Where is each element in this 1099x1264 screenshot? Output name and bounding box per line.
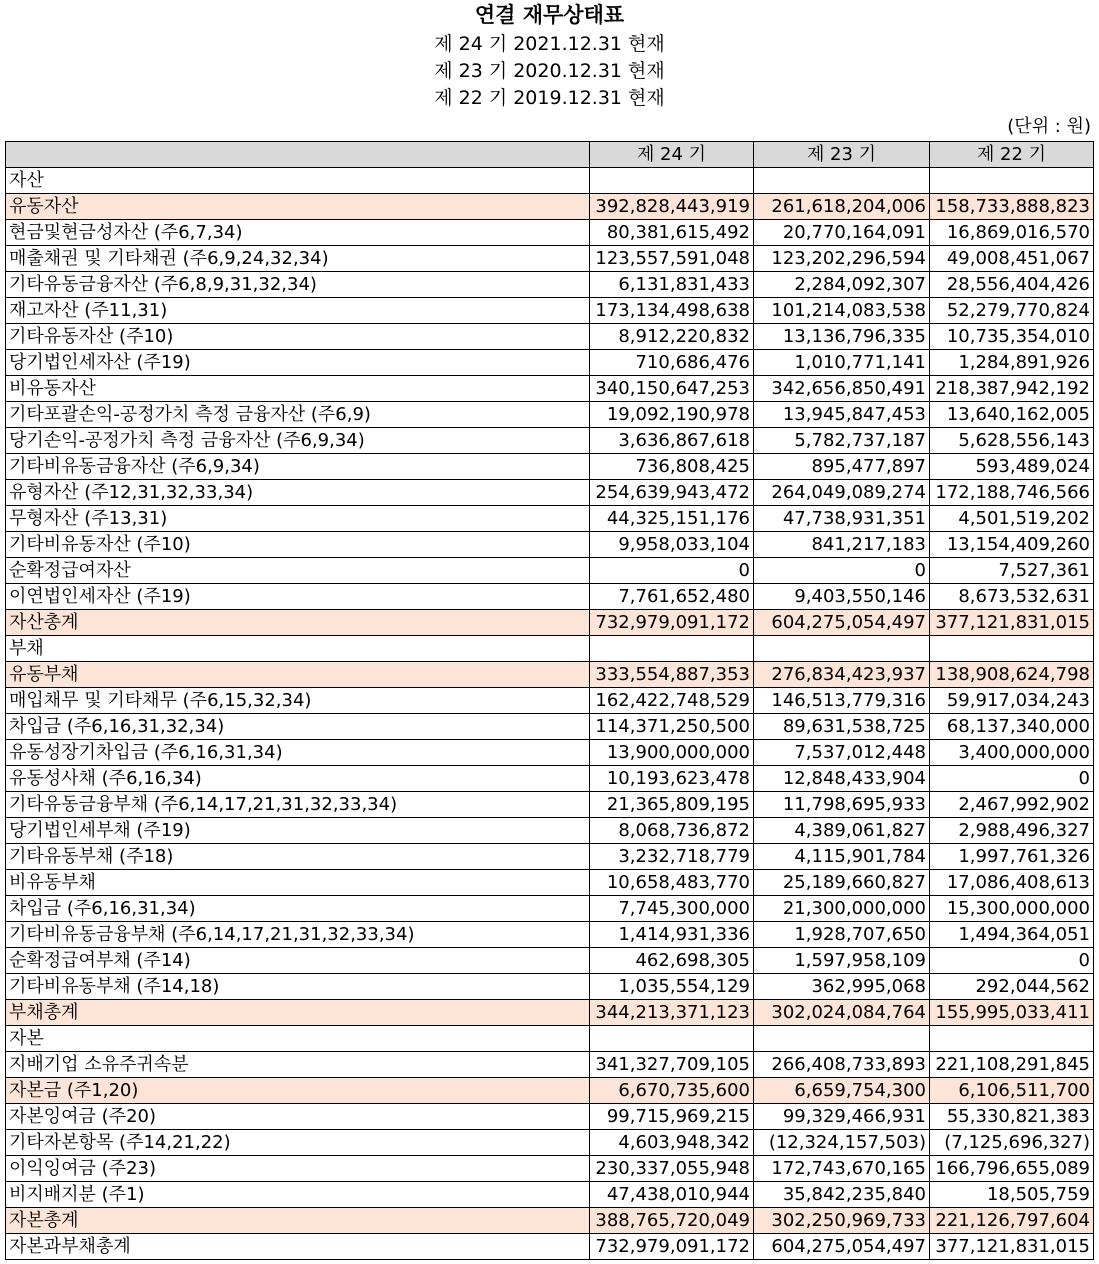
table-row [6,1078,1094,1104]
value-period-22: 15,300,000,000 [930,896,1094,922]
table-row [6,1104,1094,1130]
value-period-24 [590,636,754,662]
row-label: 기타비유동금융부채 (주6,14,17,21,31,32,33,34) [6,922,590,948]
value-period-23: 302,024,084,764 [754,1000,930,1026]
value-period-22: 59,917,034,243 [930,688,1094,714]
row-label: 자산 [6,168,590,194]
row-label: 차입금 (주6,16,31,34) [6,896,590,922]
value-period-22: 1,997,761,326 [930,844,1094,870]
value-period-22: 10,735,354,010 [930,324,1094,350]
table-row [6,324,1094,350]
value-period-23: 342,656,850,491 [754,376,930,402]
row-label: 비지배지분 (주1) [6,1182,590,1208]
value-period-23: 4,389,061,827 [754,818,930,844]
value-period-22 [930,636,1094,662]
table-row [6,1156,1094,1182]
table-row [6,688,1094,714]
value-period-23: 12,848,433,904 [754,766,930,792]
row-label: 기타유동자산 (주10) [6,324,590,350]
value-period-22: 16,869,016,570 [930,220,1094,246]
row-label: 부채 [6,636,590,662]
table-row [6,1208,1094,1234]
table-row [6,1026,1094,1052]
row-label: 현금및현금성자산 (주6,7,34) [6,220,590,246]
value-period-22: 6,106,511,700 [930,1078,1094,1104]
value-period-23: 264,049,089,274 [754,480,930,506]
table-row [6,818,1094,844]
value-period-24: 341,327,709,105 [590,1052,754,1078]
table-row [6,402,1094,428]
value-period-24: 736,808,425 [590,454,754,480]
value-period-22 [930,168,1094,194]
value-period-24: 732,979,091,172 [590,1234,754,1260]
row-label: 자산총계 [6,610,590,636]
row-label: 유동자산 [6,194,590,220]
value-period-22: 49,008,451,067 [930,246,1094,272]
value-period-23: 2,284,092,307 [754,272,930,298]
header-period-22: 제 22 기 [930,142,1094,168]
value-period-23: 1,928,707,650 [754,922,930,948]
row-label: 순확정급여부채 (주14) [6,948,590,974]
value-period-24: 8,912,220,832 [590,324,754,350]
table-row [6,584,1094,610]
table-row [6,636,1094,662]
table-row [6,428,1094,454]
value-period-23: 266,408,733,893 [754,1052,930,1078]
header-account [6,142,590,168]
value-period-22: 13,154,409,260 [930,532,1094,558]
value-period-22: 377,121,831,015 [930,1234,1094,1260]
value-period-22: 4,501,519,202 [930,506,1094,532]
row-label: 유동부채 [6,662,590,688]
row-label: 유형자산 (주12,31,32,33,34) [6,480,590,506]
value-period-23: 25,189,660,827 [754,870,930,896]
value-period-24: 3,636,867,618 [590,428,754,454]
value-period-22: 138,908,624,798 [930,662,1094,688]
row-label: 기타비유동금융자산 (주6,9,34) [6,454,590,480]
table-body [6,168,1094,1260]
table-row [6,272,1094,298]
value-period-24: 4,603,948,342 [590,1130,754,1156]
row-label: 자본총계 [6,1208,590,1234]
header-period-24: 제 24 기 [590,142,754,168]
value-period-22: 172,188,746,566 [930,480,1094,506]
table-row [6,792,1094,818]
table-row [6,870,1094,896]
value-period-24: 7,761,652,480 [590,584,754,610]
table-row [6,298,1094,324]
row-label: 자본 [6,1026,590,1052]
value-period-23: 123,202,296,594 [754,246,930,272]
row-label: 비유동자산 [6,376,590,402]
value-period-23: 6,659,754,300 [754,1078,930,1104]
row-label: 매입채무 및 기타채무 (주6,15,32,34) [6,688,590,714]
value-period-24: 392,828,443,919 [590,194,754,220]
value-period-23: 20,770,164,091 [754,220,930,246]
row-label: 기타유동금융자산 (주6,8,9,31,32,34) [6,272,590,298]
table-row [6,896,1094,922]
table-row [6,714,1094,740]
value-period-24: 462,698,305 [590,948,754,974]
value-period-24: 6,670,735,600 [590,1078,754,1104]
value-period-23: 7,537,012,448 [754,740,930,766]
value-period-23: 895,477,897 [754,454,930,480]
value-period-23: 604,275,054,497 [754,610,930,636]
table-row [6,350,1094,376]
row-label: 차입금 (주6,16,31,32,34) [6,714,590,740]
table-row [6,610,1094,636]
value-period-22: 155,995,033,411 [930,1000,1094,1026]
value-period-23: 9,403,550,146 [754,584,930,610]
row-label: 이연법인세자산 (주19) [6,584,590,610]
value-period-22: 55,330,821,383 [930,1104,1094,1130]
value-period-22: 68,137,340,000 [930,714,1094,740]
value-period-23 [754,1026,930,1052]
value-period-23: 172,743,670,165 [754,1156,930,1182]
value-period-24: 3,232,718,779 [590,844,754,870]
table-row [6,506,1094,532]
table-row [6,376,1094,402]
value-period-23: 1,597,958,109 [754,948,930,974]
value-period-22: 158,733,888,823 [930,194,1094,220]
row-label: 무형자산 (주13,31) [6,506,590,532]
value-period-23: 35,842,235,840 [754,1182,930,1208]
value-period-24: 7,745,300,000 [590,896,754,922]
table-row [6,1182,1094,1208]
value-period-23: 4,115,901,784 [754,844,930,870]
value-period-22: 221,108,291,845 [930,1052,1094,1078]
value-period-22: 377,121,831,015 [930,610,1094,636]
row-label: 기타포괄손익-공정가치 측정 금융자산 (주6,9) [6,402,590,428]
value-period-22: 18,505,759 [930,1182,1094,1208]
value-period-24: 1,414,931,336 [590,922,754,948]
value-period-22: 221,126,797,604 [930,1208,1094,1234]
value-period-23: 101,214,083,538 [754,298,930,324]
row-label: 재고자산 (주11,31) [6,298,590,324]
balance-sheet-table [5,141,1094,1260]
table-row [6,922,1094,948]
value-period-22: 3,400,000,000 [930,740,1094,766]
value-period-23: 841,217,183 [754,532,930,558]
value-period-22: 166,796,655,089 [930,1156,1094,1182]
value-period-22: 28,556,404,426 [930,272,1094,298]
value-period-23: 0 [754,558,930,584]
row-label: 기타유동부채 (주18) [6,844,590,870]
table-row [6,662,1094,688]
value-period-23: 302,250,969,733 [754,1208,930,1234]
value-period-22: 593,489,024 [930,454,1094,480]
table-row [6,194,1094,220]
value-period-23 [754,636,930,662]
value-period-23: 604,275,054,497 [754,1234,930,1260]
value-period-24: 47,438,010,944 [590,1182,754,1208]
value-period-22 [930,1026,1094,1052]
row-label: 유동성사채 (주6,16,34) [6,766,590,792]
value-period-23: 13,945,847,453 [754,402,930,428]
row-label: 지배기업 소유주귀속분 [6,1052,590,1078]
value-period-23: 47,738,931,351 [754,506,930,532]
row-label: 당기손익-공정가치 측정 금융자산 (주6,9,34) [6,428,590,454]
value-period-24: 230,337,055,948 [590,1156,754,1182]
table-row [6,844,1094,870]
row-label: 당기법인세자산 (주19) [6,350,590,376]
value-period-24: 44,325,151,176 [590,506,754,532]
value-period-24: 9,958,033,104 [590,532,754,558]
value-period-23: 11,798,695,933 [754,792,930,818]
value-period-24 [590,1026,754,1052]
unit-label: (단위 : 원) [1007,116,1091,137]
value-period-23: 13,136,796,335 [754,324,930,350]
value-period-24: 114,371,250,500 [590,714,754,740]
value-period-22: 2,988,496,327 [930,818,1094,844]
row-label: 이익잉여금 (주23) [6,1156,590,1182]
row-label: 기타비유동자산 (주10) [6,532,590,558]
value-period-23: 5,782,737,187 [754,428,930,454]
row-label: 비유동부채 [6,870,590,896]
value-period-22: 5,628,556,143 [930,428,1094,454]
row-label: 매출채권 및 기타채권 (주6,9,24,32,34) [6,246,590,272]
value-period-23: 362,995,068 [754,974,930,1000]
table-row [6,974,1094,1000]
row-label: 자본과부채총계 [6,1234,590,1260]
table-row [6,454,1094,480]
table-row [6,246,1094,272]
row-label: 자본잉여금 (주20) [6,1104,590,1130]
period-line-24: 제 24 기 2021.12.31 현재 [434,33,665,55]
table-row [6,480,1094,506]
value-period-22: 218,387,942,192 [930,376,1094,402]
value-period-22: 8,673,532,631 [930,584,1094,610]
value-period-23: 1,010,771,141 [754,350,930,376]
value-period-24: 340,150,647,253 [590,376,754,402]
value-period-24: 21,365,809,195 [590,792,754,818]
row-label: 순확정급여자산 [6,558,590,584]
table-row [6,948,1094,974]
value-period-22: 1,284,891,926 [930,350,1094,376]
value-period-22: 0 [930,766,1094,792]
table-row [6,766,1094,792]
value-period-22: (7,125,696,327) [930,1130,1094,1156]
table-row [6,1130,1094,1156]
value-period-24: 344,213,371,123 [590,1000,754,1026]
value-period-22: 0 [930,948,1094,974]
table-row [6,1052,1094,1078]
row-label: 자본금 (주1,20) [6,1078,590,1104]
value-period-24 [590,168,754,194]
value-period-24: 333,554,887,353 [590,662,754,688]
value-period-23: 261,618,204,006 [754,194,930,220]
value-period-24: 173,134,498,638 [590,298,754,324]
table-row [6,740,1094,766]
period-line-23: 제 23 기 2020.12.31 현재 [434,60,665,82]
value-period-22: 13,640,162,005 [930,402,1094,428]
value-period-24: 732,979,091,172 [590,610,754,636]
value-period-24: 710,686,476 [590,350,754,376]
value-period-23: (12,324,157,503) [754,1130,930,1156]
value-period-22: 292,044,562 [930,974,1094,1000]
value-period-23: 99,329,466,931 [754,1104,930,1130]
row-label: 유동성장기차입금 (주6,16,31,34) [6,740,590,766]
value-period-24: 123,557,591,048 [590,246,754,272]
value-period-24: 80,381,615,492 [590,220,754,246]
value-period-24: 10,658,483,770 [590,870,754,896]
table-row [6,1000,1094,1026]
value-period-24: 10,193,623,478 [590,766,754,792]
row-label: 당기법인세부채 (주19) [6,818,590,844]
header-period-23: 제 23 기 [754,142,930,168]
value-period-23: 89,631,538,725 [754,714,930,740]
period-line-22: 제 22 기 2019.12.31 현재 [434,87,665,109]
value-period-24: 99,715,969,215 [590,1104,754,1130]
value-period-24: 0 [590,558,754,584]
row-label: 부채총계 [6,1000,590,1026]
value-period-24: 254,639,943,472 [590,480,754,506]
statement-title: 연결 재무상태표 [474,3,625,27]
value-period-23: 276,834,423,937 [754,662,930,688]
value-period-22: 52,279,770,824 [930,298,1094,324]
row-label: 기타자본항목 (주14,21,22) [6,1130,590,1156]
value-period-24: 162,422,748,529 [590,688,754,714]
value-period-24: 13,900,000,000 [590,740,754,766]
table-row [6,558,1094,584]
table-row [6,220,1094,246]
value-period-23 [754,168,930,194]
table-header-row [6,142,1094,168]
table-row [6,1234,1094,1260]
value-period-22: 2,467,992,902 [930,792,1094,818]
value-period-24: 6,131,831,433 [590,272,754,298]
row-label: 기타유동금융부채 (주6,14,17,21,31,32,33,34) [6,792,590,818]
row-label: 기타비유동부채 (주14,18) [6,974,590,1000]
value-period-24: 8,068,736,872 [590,818,754,844]
value-period-23: 146,513,779,316 [754,688,930,714]
table-row [6,532,1094,558]
value-period-24: 1,035,554,129 [590,974,754,1000]
table-row [6,168,1094,194]
value-period-22: 7,527,361 [930,558,1094,584]
value-period-22: 1,494,364,051 [930,922,1094,948]
value-period-23: 21,300,000,000 [754,896,930,922]
value-period-22: 17,086,408,613 [930,870,1094,896]
value-period-24: 388,765,720,049 [590,1208,754,1234]
value-period-24: 19,092,190,978 [590,402,754,428]
